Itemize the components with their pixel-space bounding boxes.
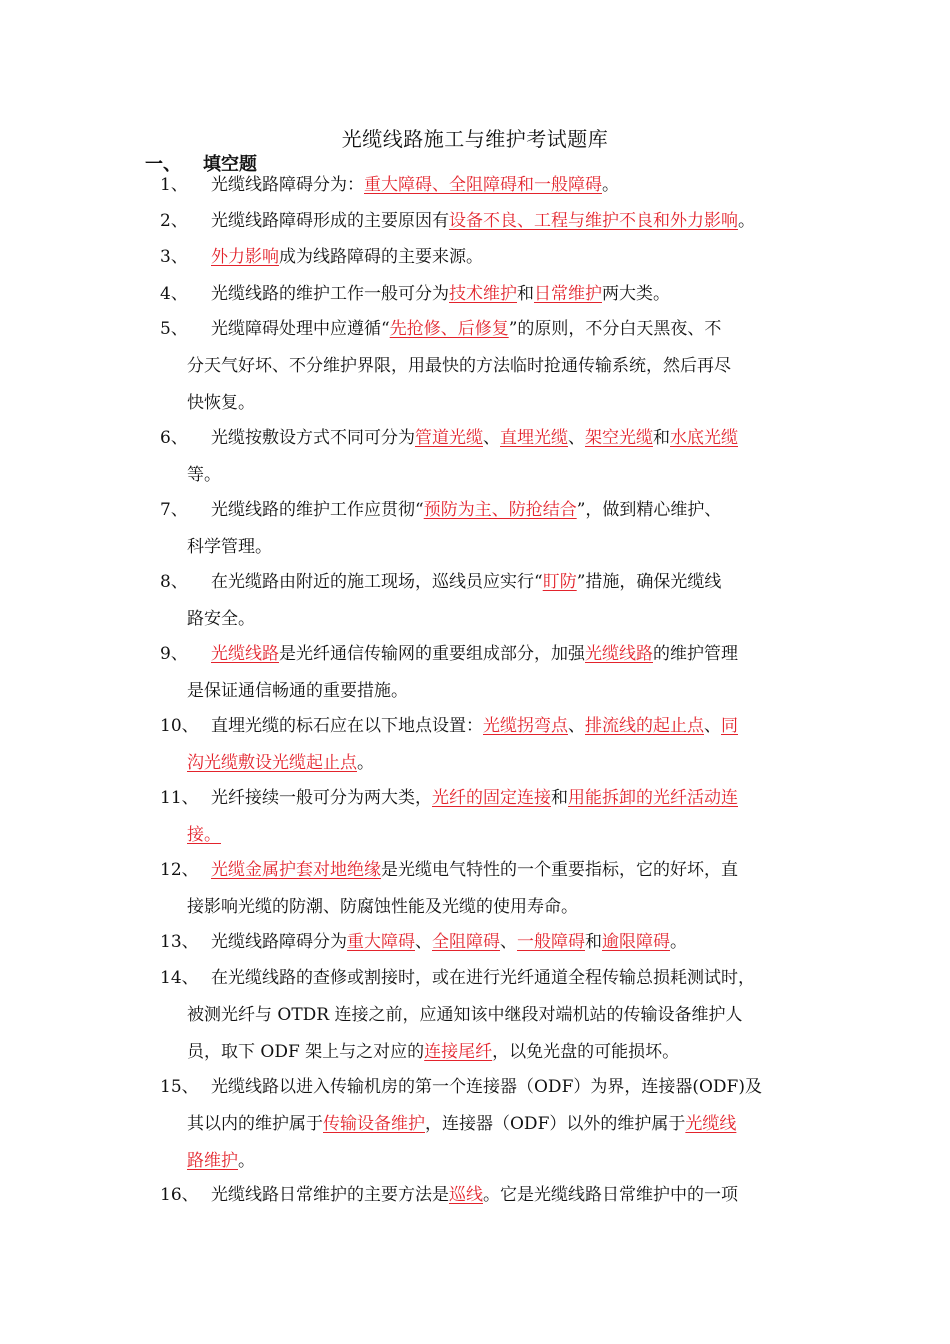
answer-text: 一般障碍 <box>517 932 585 952</box>
question-text: 。 <box>738 211 755 231</box>
answer-text: 排流线的起止点 <box>585 716 704 736</box>
question-line <box>160 997 820 1034</box>
answer-text: 日常维护 <box>534 284 602 304</box>
question-line <box>160 1069 820 1106</box>
question-text: 员，取下 ODF 架上与之对应的 <box>187 1042 425 1062</box>
question-text: 、 <box>415 932 432 952</box>
question-line <box>160 889 820 926</box>
question-text: 和 <box>551 788 568 808</box>
question-text: 快恢复。 <box>187 393 255 413</box>
answer-text: 传输设备维护 <box>323 1114 425 1134</box>
question-number: 7、 <box>160 500 188 520</box>
question-line <box>160 745 820 782</box>
answer-text: 接。 <box>187 825 221 845</box>
answer-text: 重大障碍、全阻障碍和一般障碍 <box>364 175 602 195</box>
question-item <box>160 276 820 313</box>
question-item <box>160 420 820 494</box>
answer-text: 光缆线 <box>685 1114 737 1134</box>
answer-text: 逾限障碍 <box>602 932 670 952</box>
question-item <box>160 311 820 422</box>
question-text: ，以免光盘的可能损坏。 <box>492 1042 680 1062</box>
question-line <box>160 1106 820 1143</box>
question-item <box>160 852 820 926</box>
answer-text: 沟光缆敷设光缆起止点 <box>187 753 357 773</box>
question-text: 、 <box>568 716 585 736</box>
question-text: 、 <box>704 716 721 736</box>
question-text: ”的原则，不分白天黑夜、不 <box>508 319 722 339</box>
question-number: 3、 <box>160 247 188 267</box>
question-line <box>160 601 820 638</box>
answer-text: 盯防 <box>542 572 577 592</box>
answer-text: 光纤的固定连接 <box>432 788 551 808</box>
question-text: 光缆按敷设方式不同可分为 <box>211 428 415 448</box>
section-number: 一、 <box>145 154 181 175</box>
question-item <box>160 203 820 240</box>
question-text: 直埋光缆的标石应在以下地点设置： <box>211 716 483 736</box>
answer-text: 同 <box>721 716 738 736</box>
question-number: 11、 <box>160 788 199 808</box>
question-text: 成为线路障碍的主要来源。 <box>279 247 483 267</box>
question-line <box>160 636 820 673</box>
question-text: ，连接器（ODF）以外的维护属于 <box>425 1114 686 1134</box>
question-text: 。它是光缆线路日常维护中的一项 <box>483 1185 738 1205</box>
question-line <box>160 167 820 204</box>
question-line <box>160 420 820 457</box>
question-line <box>160 817 820 854</box>
question-text: 是保证通信畅通的重要措施。 <box>187 681 408 701</box>
answer-text: 管道光缆 <box>415 428 483 448</box>
question-text: 光缆线路以进入传输机房的第一个连接器（ODF）为界，连接器(ODF)及 <box>211 1077 762 1097</box>
answer-text: 光缆线路 <box>211 644 279 664</box>
question-text: 其以内的维护属于 <box>187 1114 323 1134</box>
question-number: 9、 <box>160 644 188 664</box>
question-line <box>160 203 820 240</box>
question-text: 光纤接续一般可分为两大类， <box>211 788 432 808</box>
question-line <box>160 276 820 313</box>
question-item <box>160 780 820 854</box>
question-item <box>160 924 820 961</box>
question-item <box>160 1177 820 1214</box>
answer-text: 全阻障碍 <box>432 932 500 952</box>
question-item <box>160 1069 820 1180</box>
answer-text: 光缆线路 <box>585 644 653 664</box>
question-number: 15、 <box>160 1077 199 1097</box>
answer-text: 技术维护 <box>449 284 517 304</box>
question-line <box>160 529 820 566</box>
question-text: 和 <box>517 284 534 304</box>
question-text: 和 <box>585 932 602 952</box>
question-item <box>160 636 820 710</box>
question-text: 等。 <box>187 465 221 485</box>
question-text: 光缆线路障碍形成的主要原因有 <box>211 211 449 231</box>
question-line <box>160 564 820 601</box>
question-number: 1、 <box>160 175 188 195</box>
question-number: 8、 <box>160 572 188 592</box>
question-text: 分天气好坏、不分维护界限，用最快的方法临时抢通传输系统，然后再尽 <box>187 356 731 376</box>
question-text: 的维护管理 <box>653 644 738 664</box>
answer-text: 路维护 <box>187 1151 238 1171</box>
question-text: 光缆线路的维护工作应贯彻“ <box>211 500 424 520</box>
question-item <box>160 960 820 1071</box>
question-item <box>160 167 820 204</box>
answer-text: 架空光缆 <box>585 428 653 448</box>
question-number: 16、 <box>160 1185 199 1205</box>
question-text: 光缆线路障碍分为： <box>211 175 364 195</box>
question-line <box>160 492 820 529</box>
question-item <box>160 239 820 276</box>
question-text: 路安全。 <box>187 609 255 629</box>
page-title: 光缆线路施工与维护考试题库 <box>341 127 609 151</box>
question-text: 接影响光缆的防潮、防腐蚀性能及光缆的使用寿命。 <box>187 897 578 917</box>
answer-text: 巡线 <box>449 1185 483 1205</box>
question-number: 10、 <box>160 716 199 736</box>
question-text: 在光缆线路的查修或割接时，或在进行光纤通道全程传输总损耗测试时， <box>211 968 755 988</box>
question-number: 14、 <box>160 968 199 988</box>
question-line <box>160 1177 820 1214</box>
question-text: 是光缆电气特性的一个重要指标，它的好坏，直 <box>381 860 738 880</box>
answer-text: 光缆金属护套对地绝缘 <box>211 860 381 880</box>
question-text: 和 <box>653 428 670 448</box>
question-number: 4、 <box>160 284 188 304</box>
question-text: 光缆线路障碍分为 <box>211 932 347 952</box>
question-text: 光缆线路日常维护的主要方法是 <box>211 1185 449 1205</box>
question-text: ”措施，确保光缆线 <box>576 572 722 592</box>
answer-text: 用能拆卸的光纤活动连 <box>568 788 738 808</box>
question-line <box>160 239 820 276</box>
answer-text: 直埋光缆 <box>500 428 568 448</box>
question-text: 。 <box>670 932 687 952</box>
question-number: 2、 <box>160 211 188 231</box>
answer-text: 光缆拐弯点 <box>483 716 568 736</box>
question-line <box>160 385 820 422</box>
question-item <box>160 708 820 782</box>
question-number: 6、 <box>160 428 188 448</box>
question-text: 、 <box>483 428 500 448</box>
question-text: 光缆障碍处理中应遵循“ <box>211 319 390 339</box>
question-item <box>160 564 820 638</box>
answer-text: 连接尾纤 <box>424 1042 493 1062</box>
question-text: ”，做到精心维护、 <box>576 500 722 520</box>
question-text: 。 <box>357 753 374 773</box>
question-text: 是光纤通信传输网的重要组成部分，加强 <box>279 644 585 664</box>
answer-text: 水底光缆 <box>670 428 738 448</box>
question-text: 。 <box>602 175 619 195</box>
question-line <box>160 457 820 494</box>
question-line <box>160 673 820 710</box>
question-text: 、 <box>568 428 585 448</box>
question-line <box>160 780 820 817</box>
question-text: 被测光纤与 OTDR 连接之前，应通知该中继段对端机站的传输设备维护人 <box>187 1005 743 1025</box>
question-text: 科学管理。 <box>187 537 272 557</box>
answer-text: 设备不良、工程与维护不良和外力影响 <box>449 211 738 231</box>
question-text: 光缆线路的维护工作一般可分为 <box>211 284 449 304</box>
question-number: 5、 <box>160 319 188 339</box>
question-line <box>160 1143 820 1180</box>
question-number: 12、 <box>160 860 199 880</box>
question-text: 。 <box>238 1151 255 1171</box>
question-text: 、 <box>500 932 517 952</box>
question-item <box>160 492 820 566</box>
question-line <box>160 852 820 889</box>
question-line <box>160 348 820 385</box>
answer-text: 预防为主、防抢结合 <box>423 500 577 520</box>
answer-text: 先抢修、后修复 <box>389 319 509 339</box>
question-text: 在光缆路由附近的施工现场，巡线员应实行“ <box>211 572 543 592</box>
question-number: 13、 <box>160 932 199 952</box>
question-line <box>160 708 820 745</box>
question-text: 两大类。 <box>602 284 670 304</box>
question-line <box>160 960 820 997</box>
question-line <box>160 311 820 348</box>
answer-text: 重大障碍 <box>347 932 415 952</box>
question-line <box>160 924 820 961</box>
question-line <box>160 1034 820 1071</box>
section-title: 填空题 <box>203 154 257 175</box>
answer-text: 外力影响 <box>211 247 279 267</box>
